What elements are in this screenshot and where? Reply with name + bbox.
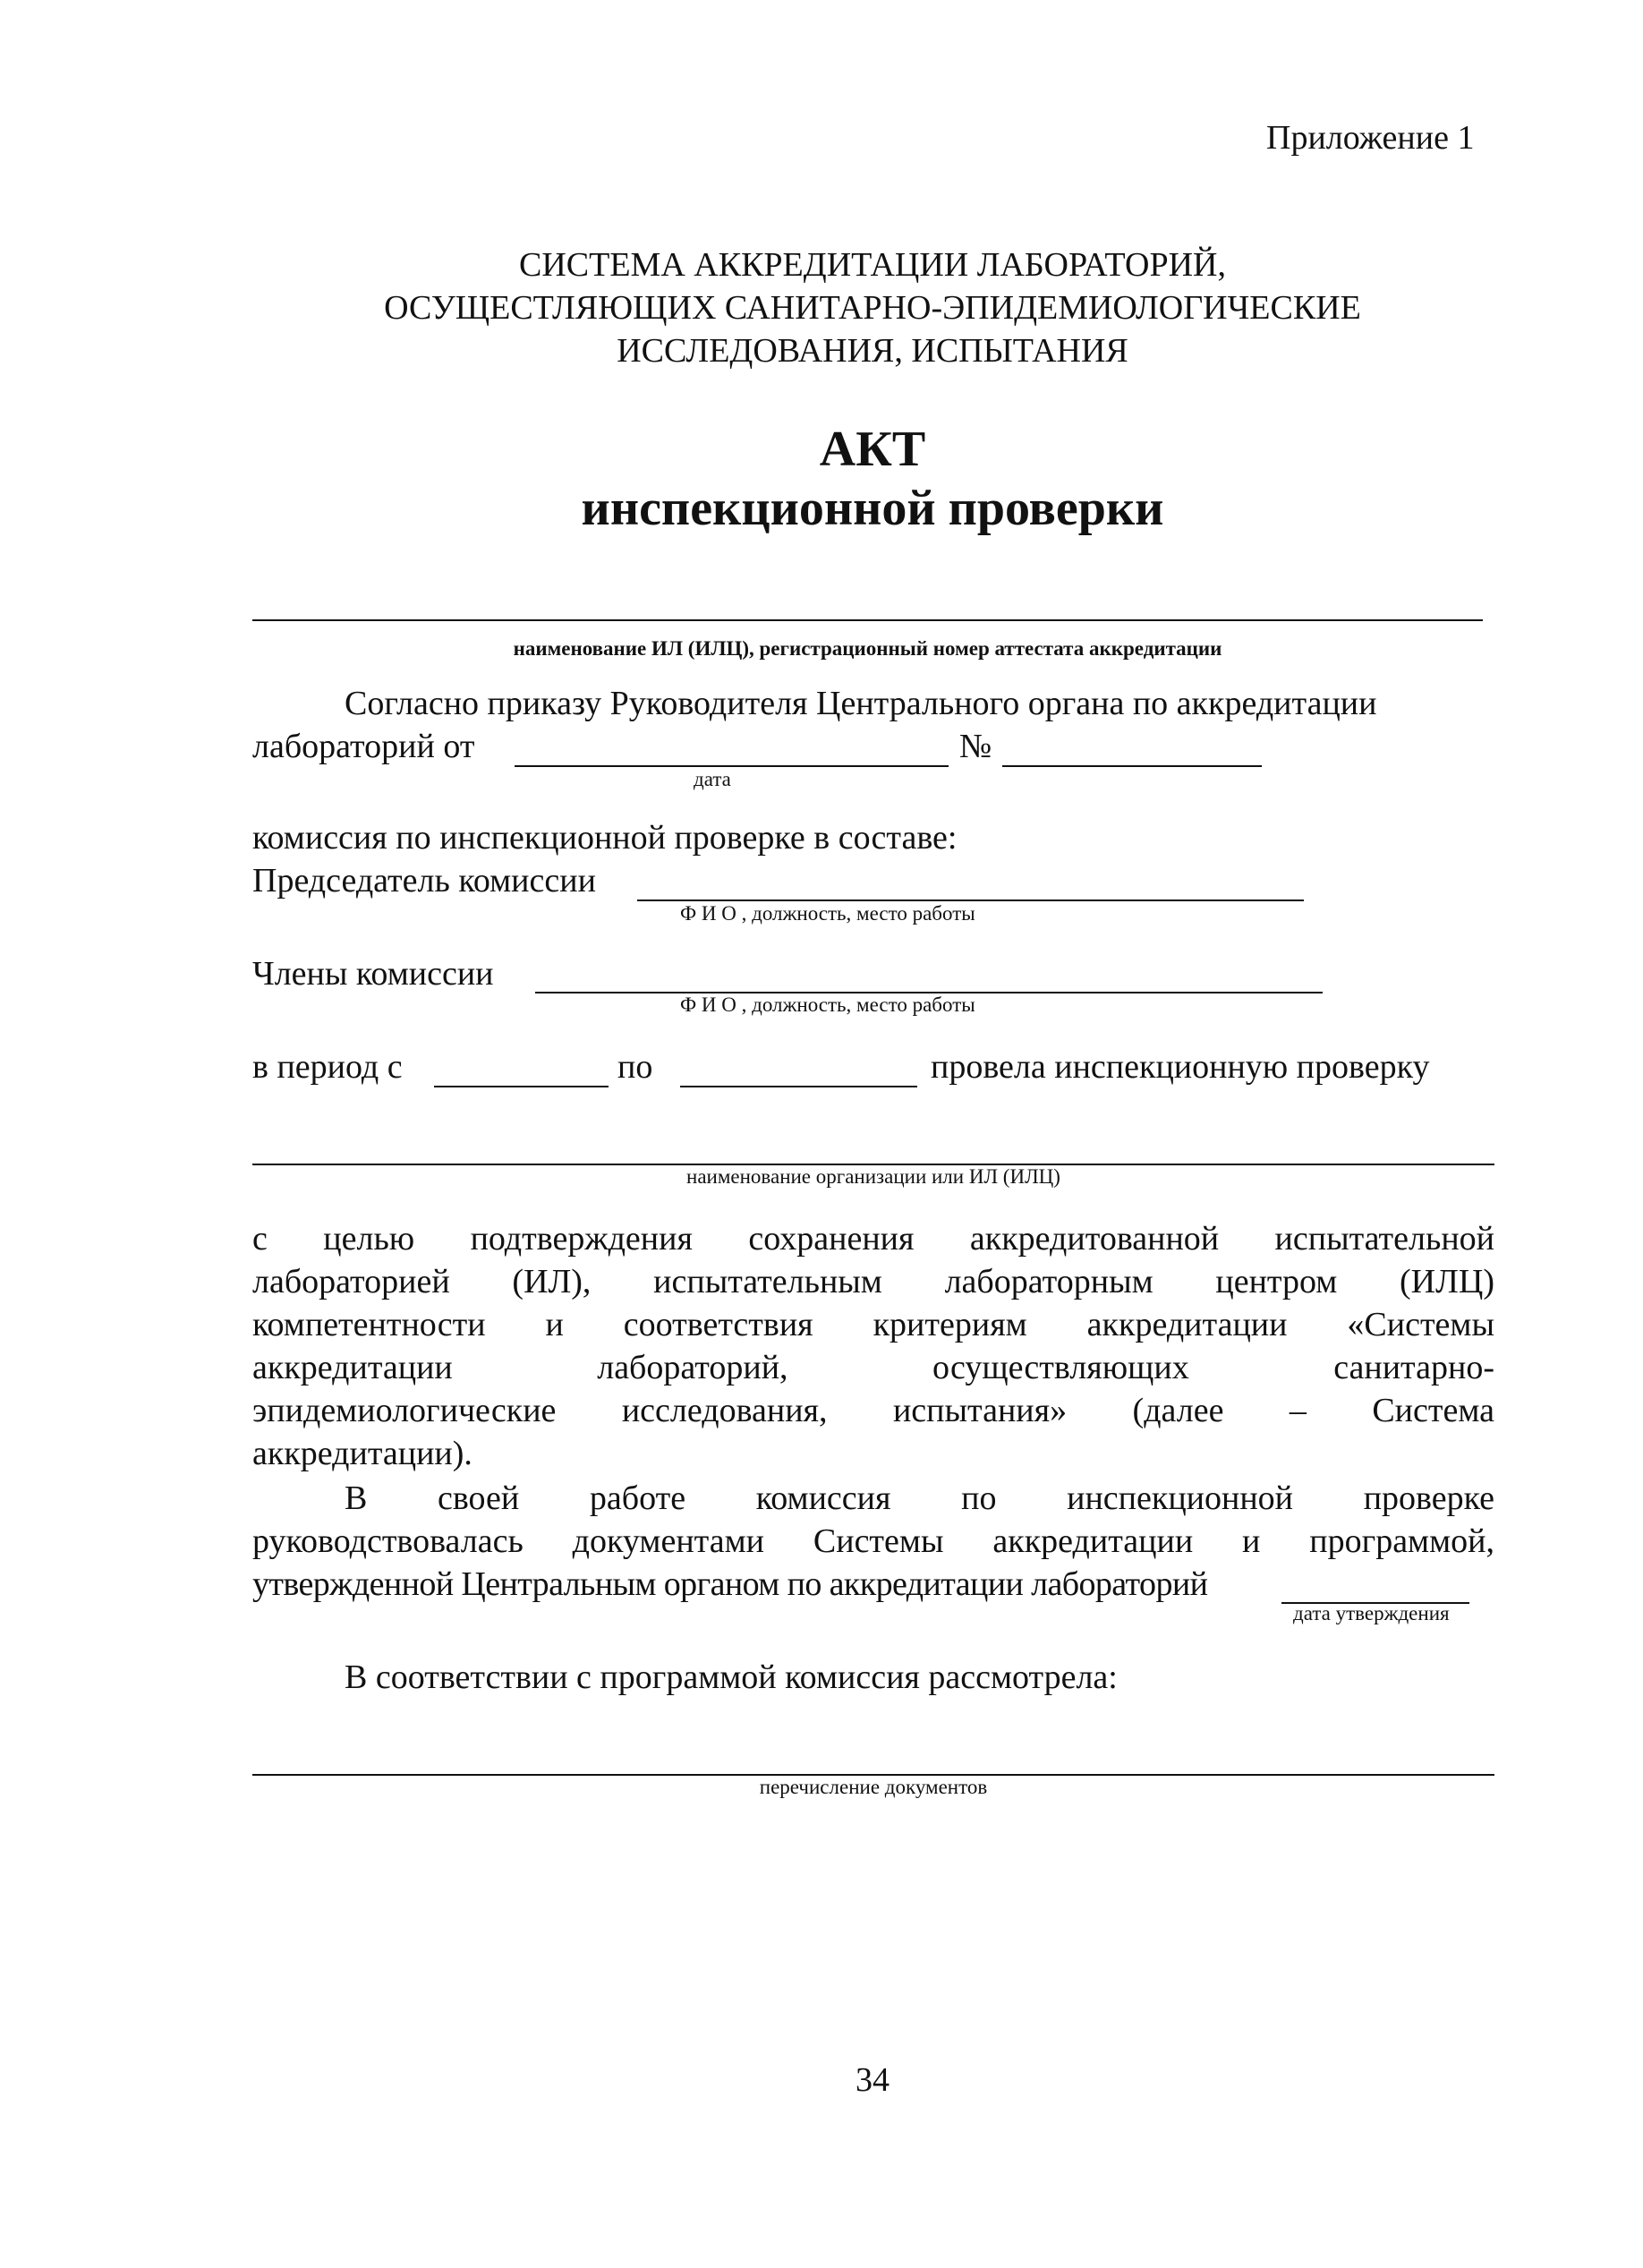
system-title-line-2: ОСУЩЕСТЛЯЮЩИХ САНИТАРНО-ЭПИДЕМИОЛОГИЧЕСКИЕ <box>384 289 1361 327</box>
chairman-label: Председатель комиссии <box>252 862 596 900</box>
chairman-fio-caption: Ф И О , должность, место работы <box>680 902 975 925</box>
appendix-label: Приложение 1 <box>1266 119 1475 157</box>
order-date-line <box>515 765 949 767</box>
system-title-line-3: ИССЛЕДОВАНИЯ, ИСПЫТАНИЯ <box>617 332 1128 370</box>
commission-text: комиссия по инспекционной проверке в составе: <box>252 819 958 857</box>
documents-caption: перечисление документов <box>759 1776 988 1798</box>
organization-caption: наименование организации или ИЛ (ИЛЦ) <box>686 1165 1060 1188</box>
system-title <box>0 243 1643 372</box>
act-title: АКТ <box>819 422 926 477</box>
purpose-line-4: аккредитации лабораторий, осуществляющих санитарно- <box>252 1349 1494 1386</box>
period-to-line <box>680 1086 917 1087</box>
purpose-line-5: эпидемиологические исследования, испытания» (далее – Система <box>252 1392 1494 1429</box>
purpose-line-1: с целью подтверждения сохранения аккредитованной испытательной <box>252 1220 1494 1258</box>
guidance-line-3: утвержденной Центральным органом по аккредитации лабораторий <box>252 1565 1208 1603</box>
order-text-line-2: лабораторий от <box>252 728 475 765</box>
system-title-line-1: СИСТЕМА АККРЕДИТАЦИИ ЛАБОРАТОРИЙ, <box>519 246 1226 284</box>
guidance-line-2: руководствовалась документами Системы аккредитации и программой, <box>252 1522 1494 1560</box>
order-text-line-1: Согласно приказу Руководителя Центрального органа по аккредитации <box>345 685 1377 722</box>
number-sign: № <box>959 728 992 765</box>
approval-date-caption: дата утверждения <box>1293 1602 1450 1624</box>
purpose-line-6: аккредитации). <box>252 1435 472 1472</box>
purpose-line-2: лабораторией (ИЛ), испытательным лабораторным центром (ИЛЦ) <box>252 1263 1494 1300</box>
chairman-line <box>637 900 1304 901</box>
page-number: 34 <box>856 2061 890 2099</box>
members-label: Члены комиссии <box>252 955 494 993</box>
period-to-label: по <box>617 1048 653 1086</box>
purpose-line-3: компетентности и соответствия критериям аккредитации «Системы <box>252 1306 1494 1343</box>
period-action-text: провела инспекционную проверку <box>931 1048 1430 1086</box>
date-caption: дата <box>694 768 731 790</box>
members-fio-caption: Ф И О , должность, место работы <box>680 993 975 1016</box>
act-subtitle: инспекционной проверки <box>581 481 1164 536</box>
lab-name-caption: наименование ИЛ (ИЛЦ), регистрационный номер аттестата аккредитации <box>513 637 1222 660</box>
period-from-line <box>434 1086 609 1087</box>
order-number-line <box>1002 765 1262 767</box>
review-text: В соответствии с программой комиссия рассмотрела: <box>345 1658 1118 1696</box>
period-from-label: в период с <box>252 1048 403 1086</box>
guidance-line-1: В своей работе комиссия по инспекционной проверке <box>345 1479 1494 1517</box>
lab-name-line <box>252 619 1483 621</box>
